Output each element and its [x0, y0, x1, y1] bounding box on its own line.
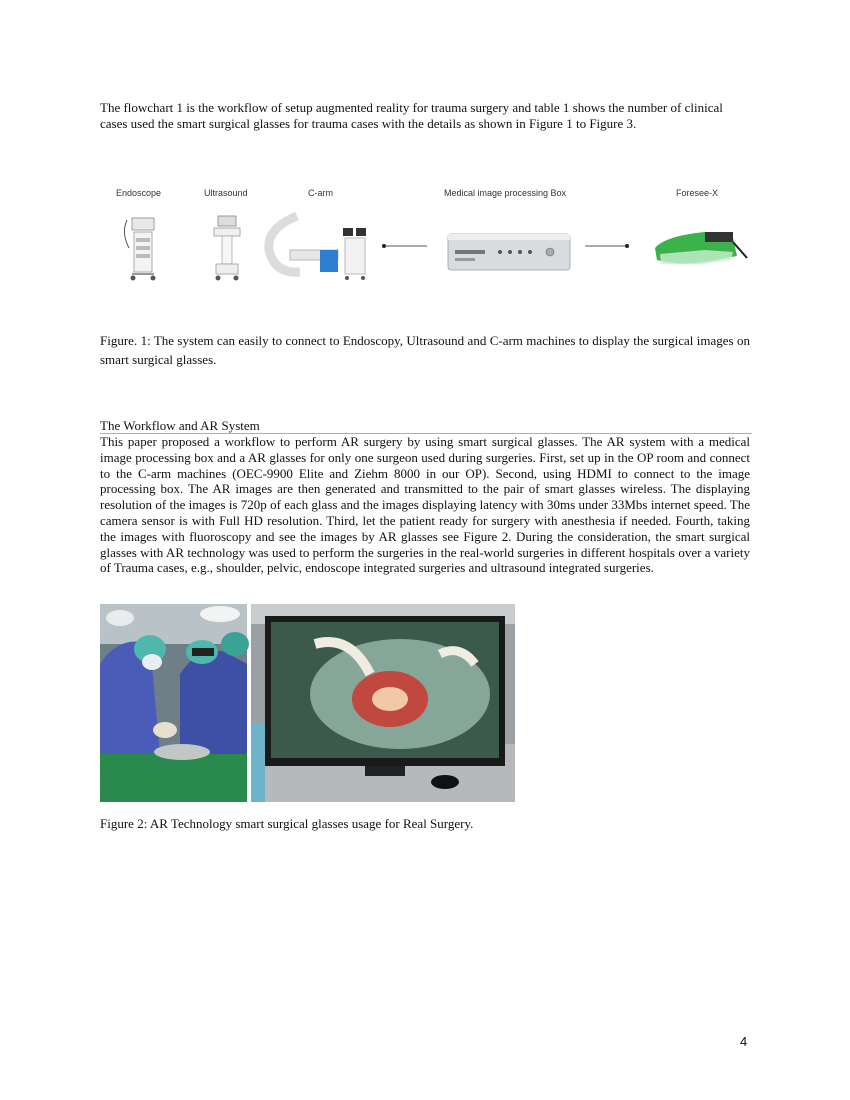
workflow-paragraph: This paper proposed a workflow to perform AR surgery by using smart surgical glasses. The AR system with a medical image processing box and a AR glasses for only one surgeon used during surgeries. First, set up in the OP room and connect to the C-arm machines (OEC-9900 Elite and Ziehm 8000 in our OP). Second, using HDMI to connect to the image processing box. The AR images are then generated and transmitted to the pair of smart glasses wireless. The displaying resolution of the images is 720p of each glass and the images displaying latency with 30ms under 33Mbs internet speed. The camera sensor is with Full HD resolution. Third, let the patient ready for surgery with anesthesia if needed. Fourth, taking the images with fluoroscopy and see the images by AR glasses see Figure 2. During the consideration, the smart surgical glasses with AR technology was used to perform the surgeries in the real-world surgeries in different hospitals over a variety of Trauma cases, e.g., shoulder, pelvic, endoscope integrated surgeries and ultrasound integrated surgeries.	[100, 434, 750, 576]
label-ultrasound: Ultrasound	[204, 188, 248, 198]
page-number: 4	[740, 1034, 748, 1049]
label-endoscope: Endoscope	[116, 188, 162, 198]
surgeons-photo	[100, 604, 249, 802]
intro-paragraph: The flowchart 1 is the workflow of setup augmented reality for trauma surgery and table 1 shows the number of clinical cases used the smart surgical glasses for trauma cases with the details as shown in Figure 1 to Figure 3.	[100, 100, 723, 131]
foresee-x-glasses-image	[655, 232, 747, 264]
figure-2-surgery-photos	[100, 604, 515, 802]
endoscope-cart-image	[124, 218, 155, 281]
ar-monitor-photo	[251, 604, 515, 802]
figure-1-caption: Figure. 1: The system can easily to connect to Endoscopy, Ultrasound and C-arm machines to display the surgical images on smart surgical glasses.	[100, 333, 750, 367]
ultrasound-machine-image	[214, 216, 240, 281]
figure-2-caption: Figure 2: AR Technology smart surgical glasses usage for Real Surgery.	[100, 816, 474, 831]
label-foresee-x: Foresee-X	[676, 188, 719, 198]
c-arm-image	[269, 216, 366, 280]
processing-box-image	[448, 234, 570, 270]
figure-1-system-diagram	[105, 188, 750, 288]
section-heading: The Workflow and AR System	[100, 418, 752, 434]
label-processing-box: Medical image processing Box	[444, 188, 567, 198]
label-carm: C-arm	[308, 188, 333, 198]
